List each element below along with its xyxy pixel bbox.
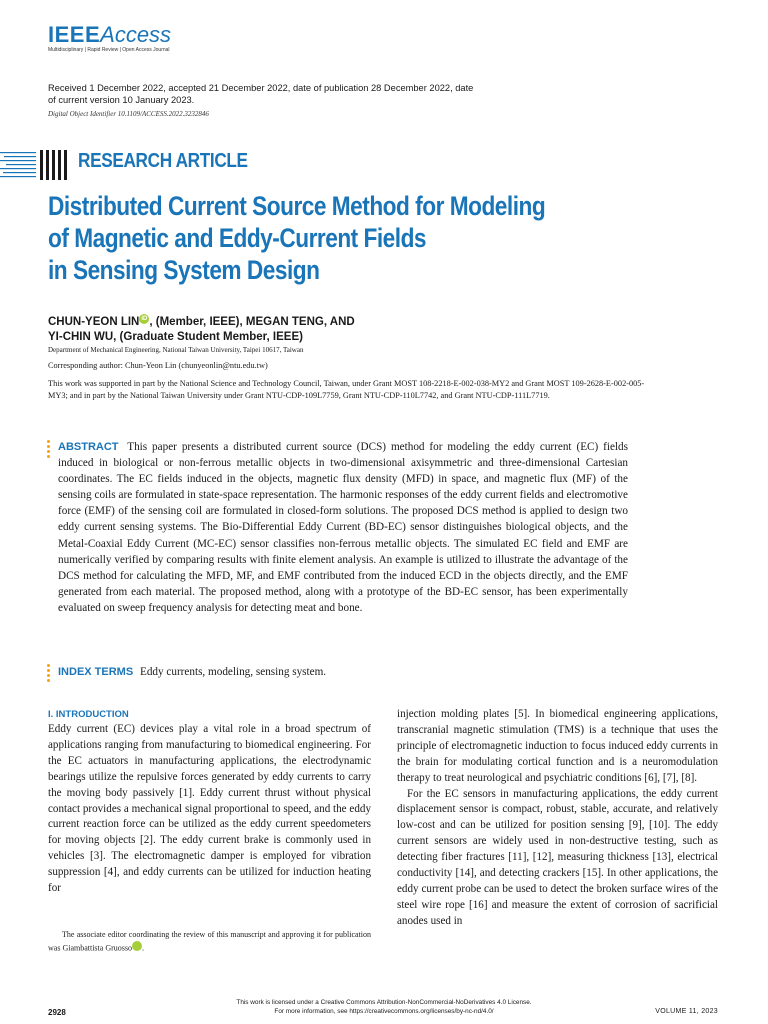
abstract-dots-icon [47,440,51,460]
footnote-end: . [142,943,144,953]
affiliation: Department of Mechanical Engineering, National Taiwan University, Taipei 10617, Taiwan [48,346,304,354]
index-terms-heading: INDEX TERMS [58,666,134,678]
editor-footnote [48,928,371,955]
orcid-icon[interactable]: iD [141,316,148,322]
body-column-left [48,722,371,897]
title-line-1: Distributed Current Source Method for Modeling [48,191,546,221]
footnote-text: The associate editor coordinating the review of this manuscript and approving it for publication was Giambattista Gruosso [48,930,371,953]
index-terms [58,664,628,680]
logo-tagline: Multidisciplinary | Rapid Review | Open Access Journal [48,47,170,53]
paper-title [48,190,748,286]
index-terms-text: Eddy currents, modeling, sensing system. [139,666,327,678]
authors-line1-rest: , (Member, IEEE), MEGAN TENG, AND [149,315,355,328]
intro-paragraph-2: injection molding plates [5]. In biomedical engineering applications, transcranial magnetic stimulation (TMS) is a technique that uses the principle of electromagnetic induction to focus induced eddy currents in the brain for modulating cortical function and is a neuromodulation therapy to treat neurological and psychiatric conditions [6], [7], [8]. [397,708,718,784]
doi: Digital Object Identifier 10.1109/ACCESS.2022.3232846 [48,110,209,118]
received-dates: Received 1 December 2022, accepted 21 December 2022, date of publication 28 December 2022, date of current version 10 January 2023. [48,83,474,105]
banner-stripes-icon [0,150,72,180]
page-number: 2928 [48,1008,66,1017]
body-column-right [397,707,718,930]
corresponding-author: Corresponding author: Chun-Yeon Lin (chunyeonlin@ntu.edu.tw) [48,361,268,370]
intro-paragraph-3: For the EC sensors in manufacturing applications, the eddy current displacement sensor is compact, robust, stable, accurate, and relatively low-cost and can be utilized for position sensing [9], [10]. The eddy current sensors are widely used in non-destructive testing, such as detecting fiber fractures [11], [12], measuring thickness [13], electrical conductivity [14], and detecting crackers [15]. In other applications, the eddy current probe can be used to detect the broken surface wires of the steel wire rope [16] and measure the extent of corrosion of sacrificial anodes used in [397,787,718,927]
title-line-2: of Magnetic and Eddy-Current Fields [48,223,427,253]
section-heading: I. INTRODUCTION [48,709,129,720]
funding-statement: This work was supported in part by the National Science and Technology Council, Taiwan, under Grant MOST 108-2218-E-002-038-MY2 and Grant MOST 109-2628-E-002-005-MY3; and in part by the National Taiwan University under Grant NTU-CDP-109L7759, Grant NTU-CDP-110L7742, and Grant NTU-CDP-111L7719. [48,379,645,400]
license-line-1: This work is licensed under a Creative Commons Attribution-NonCommercial-NoDerivatives 4.0 License. [236,999,532,1006]
author-list [48,314,468,345]
volume-label: VOLUME 11, 2023 [655,1008,718,1015]
license-link[interactable]: For more information, see https://creativecommons.org/licenses/by-nc-nd/4.0/ [274,1007,494,1015]
license-notice [0,999,768,1016]
abstract-heading: ABSTRACT [58,441,119,453]
journal-logo [48,22,171,48]
author-name-lin: CHUN-YEON LIN [48,315,140,328]
abstract-text: This paper presents a distributed current source (DCS) method for modeling the eddy current (EC) fields induced in biological or non-ferrous metallic objects in two-dimensional axisymmetric and three-dimensional Cartesian coordinates. The EC fields induced in the objects, magnetic flux density (MFD) in space, and magnetic flux (MF) of the sensing coils are formulated in state-space representation. The harmonic responses of the eddy current fields and electromotive force (EMF) of the sensing coil are formulated in closed-form solutions. The proposed DCS method is applied to design two eddy current sensing systems. The Bio-Differential Eddy Current (BD-EC) sensor distinguishes biological objects, and the Metal-Coaxial Eddy Current (MC-EC) sensor classifies non-ferrous metallic objects. The simulated EC field and EMF are numerically verified by comparing results with finite element analysis. An example is utilized to illustrate the advantage of the DCS method for calculating the MFD, MF, and EMF contributed from the induced ECD in the objects directly, and the EMF generated from each material. The proposed method, along with a prototype of the BD-EC sensor, has been experimentally evaluated on sweep frequency analysis for detecting meat and bone. [58,441,628,614]
abstract [58,439,628,616]
editor-orcid-icon[interactable]: iD [132,941,142,951]
index-terms-dots-icon [47,664,51,684]
intro-paragraph-1: Eddy current (EC) devices play a vital role in a broad spectrum of applications ranging from manufacturing to biomedical engineering. For the EC actuators in manufacturing applications, the electrodynamic bearings utilize the repulsive forces generated by eddy currents to carry the moving body passively [1]. Eddy current thrust without physical contact provides a mechanical signal proportional to speed, and the eddy current reaction force can be utilized as the eddy current speedometers for moving objects [2]. The eddy current brake is commonly used in vehicles [3]. The electromagnetic damper is employed for vibration suppression [4], and eddy currents can be utilized for induction heating for [48,723,371,895]
article-type-label: RESEARCH ARTICLE [78,150,248,172]
authors-line2: YI-CHIN WU, (Graduate Student Member, IEEE) [48,330,303,343]
logo-ieee: IEEE [48,22,101,47]
title-line-3: in Sensing System Design [48,255,320,285]
logo-access: Access [100,22,172,47]
